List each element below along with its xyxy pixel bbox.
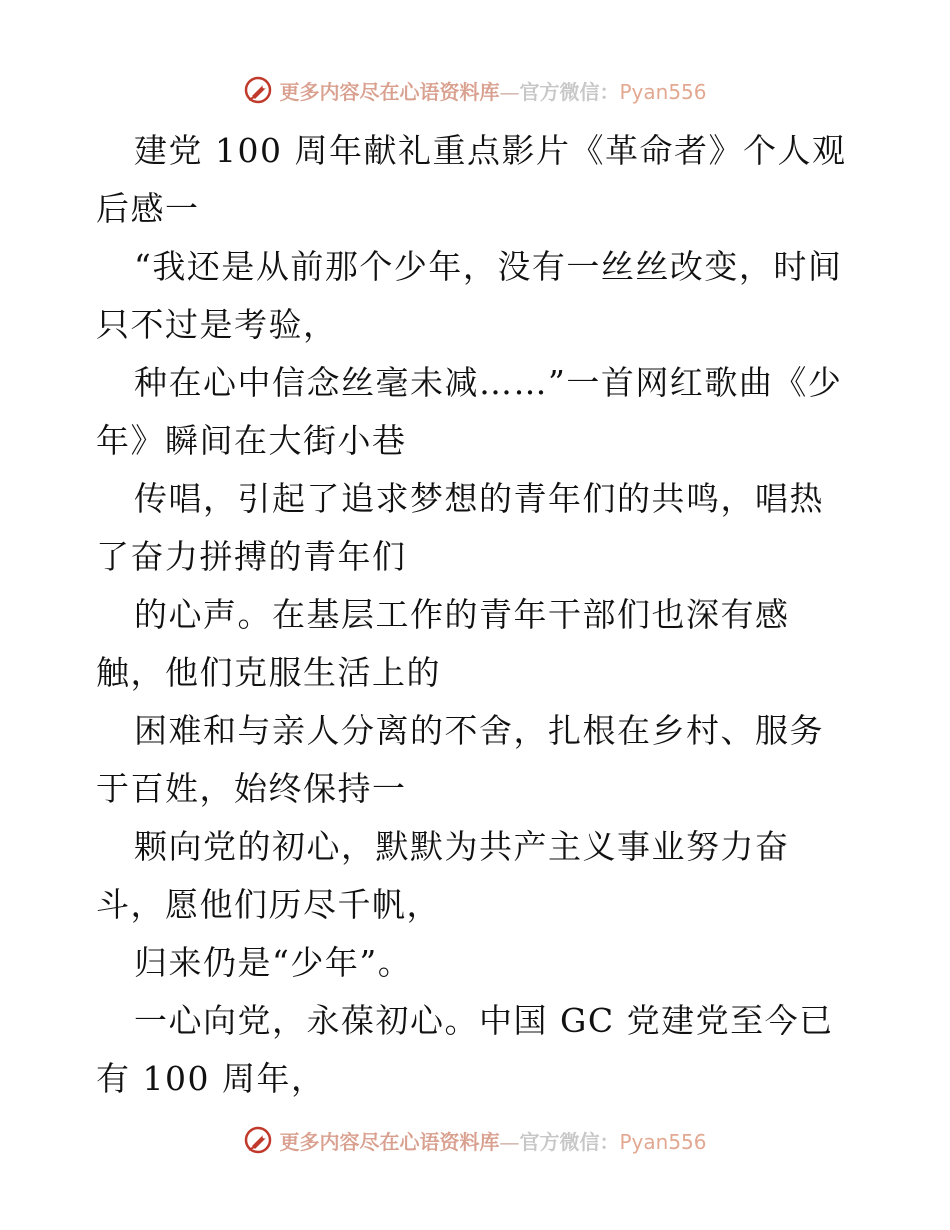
header-wechat-id: Pyan556 [619,79,707,104]
header-brand-text: 更多内容尽在心语资料库 [279,79,500,104]
document-title: 建党 100 周年献礼重点影片《革命者》个人观后感一 [96,131,847,228]
header-banner-text [279,76,706,105]
footer-separator: — [499,1129,520,1154]
footer-brand-text: 更多内容尽在心语资料库 [279,1129,500,1154]
paragraph: 一心向党，永葆初心。中国 GC 党建党至今已有 100 周年， [96,1001,834,1098]
paragraph: “我还是从前那个少年，没有一丝丝改变，时间只不过是考验， [96,247,843,344]
pen-nib-logo-icon [243,1125,273,1155]
pen-nib-logo-icon [243,75,273,105]
paragraph: 颗向党的初心，默默为共产主义事业努力奋斗，愿他们历尽千帆， [96,827,790,924]
footer-banner-text [279,1126,706,1155]
paragraph: 归来仍是“少年”。 [134,943,413,982]
paragraph: 的心声。在基层工作的青年干部们也深有感触，他们克服生活上的 [96,595,790,692]
paragraph: 种在心中信念丝毫未减……”一首网红歌曲《少年》瞬间在大街小巷 [96,363,843,460]
footer-wechat-id: Pyan556 [619,1129,707,1154]
document-body [96,122,856,1108]
footer-wechat-label: 官方微信： [519,1129,620,1154]
header-wechat-label: 官方微信： [519,79,620,104]
header-banner [0,72,950,108]
paragraph: 困难和与亲人分离的不舍，扎根在乡村、服务于百姓，始终保持一 [96,711,824,808]
header-separator: — [499,79,520,104]
paragraph: 传唱，引起了追求梦想的青年们的共鸣，唱热了奋力拼搏的青年们 [96,479,824,576]
footer-banner [0,1122,950,1158]
